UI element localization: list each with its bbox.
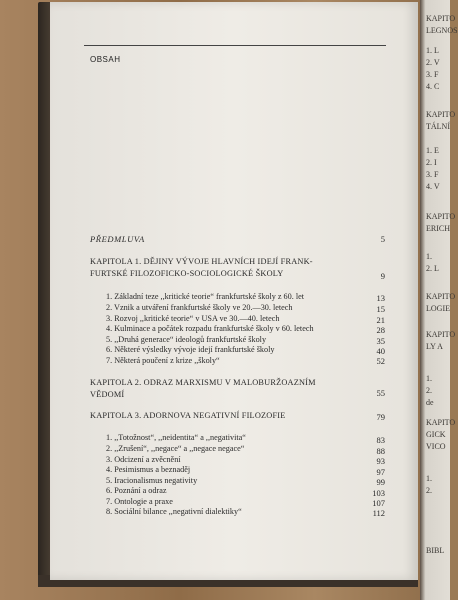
chapter-1-title-line1: KAPITOLA 1. DĚJINY VÝVOJE HLAVNÍCH IDEJÍ FRANK- [90,257,313,266]
section-heading: OBSAH [90,55,121,64]
toc-item: 3. Odcizení a zvěcnění [106,455,181,464]
chapter-1-title-line2: FURTSKÉ FILOZOFICKO-SOCIOLOGICKÉ ŠKOLY [90,269,284,278]
preface-page: 5 [380,234,385,244]
toc-item: 4. Kulminace a počátek rozpadu frankfurtské školy v 60. letech [106,324,314,333]
toc-item-page: 112 [372,508,385,518]
toc-item: 3. Rozvoj ,,kritické teorie“ v USA ve 30.—40. letech [106,314,280,323]
toc-item-page: 88 [376,446,385,456]
facing-fragment: 2. [426,486,432,495]
facing-fragment: 1. [426,374,432,383]
chapter-3-title: KAPITOLA 3. ADORNOVA NEGATIVNÍ FILOZOFIE [90,411,286,420]
facing-fragment: LOGIE [426,304,450,313]
facing-fragment: 3. F [426,170,439,179]
chapter-1-page: 9 [380,271,385,281]
facing-fragment: 1. E [426,146,439,155]
toc-item-page: 15 [376,304,385,314]
facing-fragment: 2. [426,386,432,395]
toc-item-page: 35 [376,336,385,346]
facing-fragment: TÁLNÍ [426,122,450,131]
toc-item: 7. Ontologie a praxe [106,497,173,506]
toc-item: 5. ,,Druhá generace“ ideologů frankfurtské školy [106,335,267,344]
chapter-2-page: 55 [376,388,385,398]
facing-fragment: VICO [426,442,446,451]
facing-fragment: 1. L [426,46,439,55]
toc-item: 4. Pesimismus a beznaděj [106,465,191,474]
facing-fragment: 2. V [426,58,440,67]
toc-item-page: 28 [376,325,385,335]
facing-fragment: 4. V [426,182,440,191]
facing-fragment: LY A [426,342,443,351]
facing-fragment: BIBL [426,546,445,555]
facing-fragment: 1. [426,474,432,483]
facing-fragment: KAPITO [426,418,456,427]
toc-item-page: 93 [376,456,385,466]
toc-item-page: 52 [376,356,385,366]
toc-item: 5. Iracionalismus negativity [106,476,198,485]
facing-fragment: ERICH [426,224,450,233]
toc-item-page: 40 [376,346,385,356]
toc-item-page: 83 [376,435,385,445]
facing-fragment: de [426,398,434,407]
toc-item: 2. ,,Zrušení“, ,,negace“ a ,,negace negace“ [106,444,245,453]
toc-item-page: 97 [376,467,385,477]
facing-fragment: LEGNOS [426,26,458,35]
facing-fragment: KAPITO [426,14,456,23]
facing-fragment: GICK [426,430,446,439]
toc-item-page: 99 [376,477,385,487]
facing-fragment: 4. C [426,82,440,91]
header-rule [84,45,386,46]
toc-item-page: 21 [376,315,385,325]
toc-item: 6. Poznání a odraz [106,486,167,495]
toc-item: 8. Sociální bilance ,,negativní dialektiky“ [106,507,242,516]
toc-item: 1. Základní teze ,,kritické teorie“ frankfurtské školy z 60. let [106,292,305,301]
chapter-2-title-line2: VĚDOMÍ [90,390,125,399]
toc-item: 1. ,,Totožnost“, ,,neidentita“ a ,,negativita“ [106,433,246,442]
facing-page [420,0,458,600]
facing-fragment: KAPITO [426,292,456,301]
facing-fragment: KAPITO [426,212,456,221]
facing-fragment: KAPITO [426,110,456,119]
chapter-3-page: 79 [376,412,385,422]
toc-item: 7. Některá poučení z krize ,,školy“ [106,356,220,365]
facing-fragment: 1. [426,252,432,261]
toc-item-page: 13 [376,293,385,303]
facing-fragment: 2. I [426,158,437,167]
preface-label: PŘEDMLUVA [90,234,145,244]
chapter-2-title-line1: KAPITOLA 2. ODRAZ MARXISMU V MALOBURŽOAZNÍM [90,378,316,387]
facing-fragment: KAPITO [426,330,456,339]
facing-fragment: 2. L [426,264,439,273]
toc-item-page: 103 [372,488,385,498]
facing-fragment: 3. F [426,70,439,79]
toc-item-page: 107 [372,498,385,508]
toc-item: 6. Některé výsledky vývoje idejí frankfurtské školy [106,345,275,354]
toc-item: 2. Vznik a utváření frankfurtské školy ve 20.—30. letech [106,303,293,312]
